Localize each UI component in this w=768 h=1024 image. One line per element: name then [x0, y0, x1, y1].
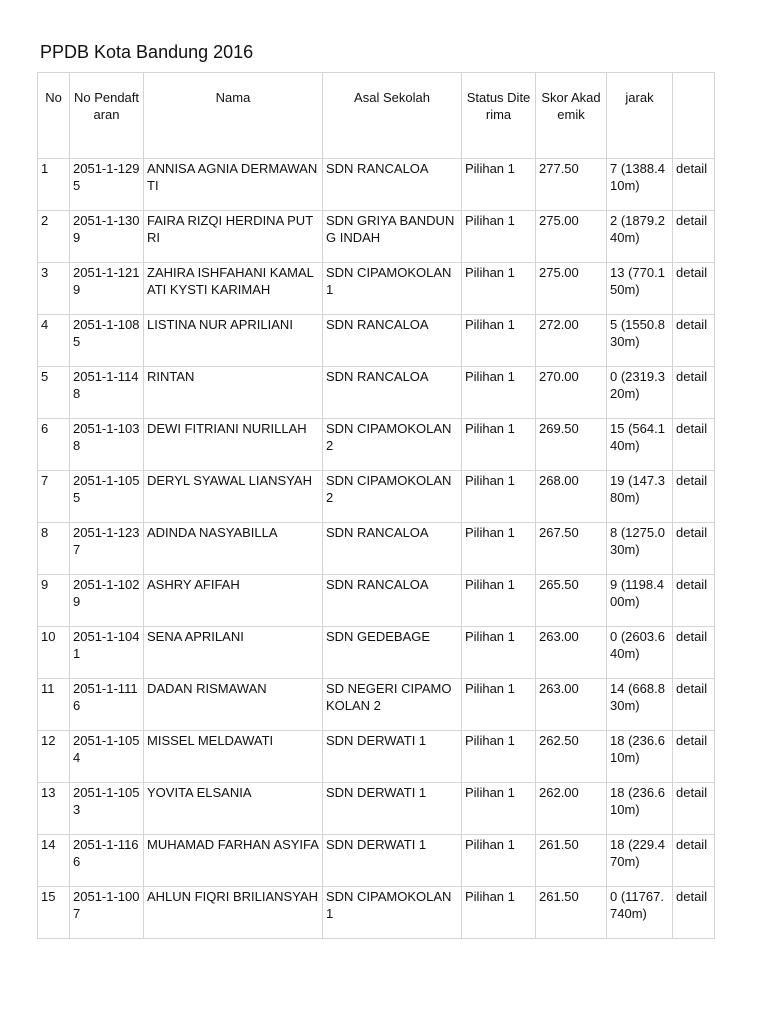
cell-status-diterima: Pilihan 1	[462, 159, 536, 211]
cell-no: 9	[38, 575, 70, 627]
cell-status-diterima: Pilihan 1	[462, 731, 536, 783]
cell-asal-sekolah: SDN CIPAMOKOLAN 1	[323, 887, 462, 939]
table-row	[38, 367, 715, 419]
cell-jarak: 13 (770.150m)	[607, 263, 673, 315]
cell-no-pendaftaran: 2051-1-1309	[70, 211, 144, 263]
cell-no-pendaftaran: 2051-1-1041	[70, 627, 144, 679]
cell-jarak: 8 (1275.030m)	[607, 523, 673, 575]
cell-no-pendaftaran: 2051-1-1237	[70, 523, 144, 575]
detail-link[interactable]: detail	[673, 523, 715, 575]
cell-no-pendaftaran: 2051-1-1219	[70, 263, 144, 315]
cell-skor-akademik: 270.00	[536, 367, 607, 419]
cell-nama: DEWI FITRIANI NURILLAH	[144, 419, 323, 471]
cell-status-diterima: Pilihan 1	[462, 887, 536, 939]
cell-no-pendaftaran: 2051-1-1038	[70, 419, 144, 471]
cell-jarak: 0 (2319.320m)	[607, 367, 673, 419]
cell-no: 10	[38, 627, 70, 679]
cell-status-diterima: Pilihan 1	[462, 211, 536, 263]
cell-jarak: 0 (2603.640m)	[607, 627, 673, 679]
cell-nama: MISSEL MELDAWATI	[144, 731, 323, 783]
cell-status-diterima: Pilihan 1	[462, 263, 536, 315]
cell-skor-akademik: 275.00	[536, 211, 607, 263]
cell-asal-sekolah: SDN CIPAMOKOLAN 1	[323, 263, 462, 315]
cell-asal-sekolah: SDN CIPAMOKOLAN 2	[323, 419, 462, 471]
cell-no-pendaftaran: 2051-1-1007	[70, 887, 144, 939]
col-header-no-pendaftaran: No Pendaftaran	[70, 73, 144, 159]
cell-skor-akademik: 267.50	[536, 523, 607, 575]
cell-status-diterima: Pilihan 1	[462, 627, 536, 679]
cell-asal-sekolah: SD NEGERI CIPAMOKOLAN 2	[323, 679, 462, 731]
cell-no: 1	[38, 159, 70, 211]
cell-jarak: 7 (1388.410m)	[607, 159, 673, 211]
cell-no-pendaftaran: 2051-1-1148	[70, 367, 144, 419]
detail-link[interactable]: detail	[673, 263, 715, 315]
cell-status-diterima: Pilihan 1	[462, 783, 536, 835]
detail-link[interactable]: detail	[673, 315, 715, 367]
table-row	[38, 523, 715, 575]
cell-asal-sekolah: SDN RANCALOA	[323, 159, 462, 211]
table-row	[38, 211, 715, 263]
table-row	[38, 471, 715, 523]
detail-link[interactable]: detail	[673, 679, 715, 731]
cell-asal-sekolah: SDN CIPAMOKOLAN 2	[323, 471, 462, 523]
cell-status-diterima: Pilihan 1	[462, 523, 536, 575]
cell-skor-akademik: 269.50	[536, 419, 607, 471]
cell-no: 12	[38, 731, 70, 783]
cell-nama: SENA APRILANI	[144, 627, 323, 679]
page-title: PPDB Kota Bandung 2016	[40, 42, 254, 62]
table-row	[38, 263, 715, 315]
cell-no: 7	[38, 471, 70, 523]
table-row	[38, 731, 715, 783]
cell-no: 2	[38, 211, 70, 263]
cell-status-diterima: Pilihan 1	[462, 835, 536, 887]
col-header-asal-sekolah: Asal Sekolah	[323, 73, 462, 159]
detail-link[interactable]: detail	[673, 835, 715, 887]
cell-skor-akademik: 261.50	[536, 887, 607, 939]
detail-link[interactable]: detail	[673, 783, 715, 835]
cell-nama: LISTINA NUR APRILIANI	[144, 315, 323, 367]
cell-skor-akademik: 265.50	[536, 575, 607, 627]
cell-no-pendaftaran: 2051-1-1116	[70, 679, 144, 731]
cell-nama: MUHAMAD FARHAN ASYIFA	[144, 835, 323, 887]
cell-asal-sekolah: SDN DERWATI 1	[323, 731, 462, 783]
col-header-jarak: jarak	[607, 73, 673, 159]
cell-skor-akademik: 275.00	[536, 263, 607, 315]
cell-asal-sekolah: SDN DERWATI 1	[323, 835, 462, 887]
cell-jarak: 15 (564.140m)	[607, 419, 673, 471]
cell-no: 3	[38, 263, 70, 315]
cell-jarak: 19 (147.380m)	[607, 471, 673, 523]
cell-jarak: 14 (668.830m)	[607, 679, 673, 731]
col-header-no: No	[38, 73, 70, 159]
cell-no: 15	[38, 887, 70, 939]
table-body	[38, 159, 715, 939]
cell-jarak: 18 (229.470m)	[607, 835, 673, 887]
table-row	[38, 835, 715, 887]
cell-jarak: 9 (1198.400m)	[607, 575, 673, 627]
cell-no-pendaftaran: 2051-1-1085	[70, 315, 144, 367]
col-header-blank	[673, 73, 715, 159]
table-row	[38, 627, 715, 679]
cell-jarak: 2 (1879.240m)	[607, 211, 673, 263]
cell-skor-akademik: 277.50	[536, 159, 607, 211]
cell-asal-sekolah: SDN RANCALOA	[323, 315, 462, 367]
table-row	[38, 419, 715, 471]
cell-nama: FAIRA RIZQI HERDINA PUTRI	[144, 211, 323, 263]
col-header-skor-akademik: Skor Akademik	[536, 73, 607, 159]
cell-skor-akademik: 263.00	[536, 627, 607, 679]
table-row	[38, 783, 715, 835]
cell-skor-akademik: 262.50	[536, 731, 607, 783]
detail-link[interactable]: detail	[673, 419, 715, 471]
cell-jarak: 18 (236.610m)	[607, 731, 673, 783]
cell-no: 5	[38, 367, 70, 419]
cell-status-diterima: Pilihan 1	[462, 679, 536, 731]
cell-nama: YOVITA ELSANIA	[144, 783, 323, 835]
cell-asal-sekolah: SDN DERWATI 1	[323, 783, 462, 835]
cell-jarak: 0 (11767.740m)	[607, 887, 673, 939]
cell-nama: DADAN RISMAWAN	[144, 679, 323, 731]
cell-skor-akademik: 268.00	[536, 471, 607, 523]
cell-nama: ANNISA AGNIA DERMAWANTI	[144, 159, 323, 211]
cell-nama: ASHRY AFIFAH	[144, 575, 323, 627]
cell-asal-sekolah: SDN GRIYA BANDUNG INDAH	[323, 211, 462, 263]
table-row	[38, 159, 715, 211]
cell-no: 14	[38, 835, 70, 887]
cell-no: 4	[38, 315, 70, 367]
table-row	[38, 575, 715, 627]
cell-no-pendaftaran: 2051-1-1055	[70, 471, 144, 523]
detail-link[interactable]: detail	[673, 575, 715, 627]
cell-no-pendaftaran: 2051-1-1053	[70, 783, 144, 835]
cell-nama: ZAHIRA ISHFAHANI KAMALATI KYSTI KARIMAH	[144, 263, 323, 315]
cell-asal-sekolah: SDN RANCALOA	[323, 575, 462, 627]
cell-skor-akademik: 261.50	[536, 835, 607, 887]
detail-link[interactable]: detail	[673, 471, 715, 523]
table-row	[38, 679, 715, 731]
cell-no: 13	[38, 783, 70, 835]
detail-link[interactable]: detail	[673, 159, 715, 211]
cell-skor-akademik: 263.00	[536, 679, 607, 731]
detail-link[interactable]: detail	[673, 731, 715, 783]
cell-status-diterima: Pilihan 1	[462, 575, 536, 627]
cell-skor-akademik: 262.00	[536, 783, 607, 835]
cell-no: 11	[38, 679, 70, 731]
cell-status-diterima: Pilihan 1	[462, 367, 536, 419]
detail-link[interactable]: detail	[673, 367, 715, 419]
table-row	[38, 315, 715, 367]
cell-asal-sekolah: SDN GEDEBAGE	[323, 627, 462, 679]
cell-no: 8	[38, 523, 70, 575]
cell-no-pendaftaran: 2051-1-1295	[70, 159, 144, 211]
cell-no-pendaftaran: 2051-1-1166	[70, 835, 144, 887]
col-header-nama: Nama	[144, 73, 323, 159]
cell-skor-akademik: 272.00	[536, 315, 607, 367]
cell-no: 6	[38, 419, 70, 471]
cell-status-diterima: Pilihan 1	[462, 471, 536, 523]
cell-asal-sekolah: SDN RANCALOA	[323, 523, 462, 575]
col-header-status-diterima: Status Diterima	[462, 73, 536, 159]
cell-asal-sekolah: SDN RANCALOA	[323, 367, 462, 419]
table-header-row	[38, 73, 715, 159]
cell-jarak: 18 (236.610m)	[607, 783, 673, 835]
detail-link[interactable]: detail	[673, 887, 715, 939]
cell-nama: AHLUN FIQRI BRILIANSYAH	[144, 887, 323, 939]
table-row	[38, 887, 715, 939]
results-table	[37, 72, 715, 939]
cell-nama: ADINDA NASYABILLA	[144, 523, 323, 575]
detail-link[interactable]: detail	[673, 211, 715, 263]
detail-link[interactable]: detail	[673, 627, 715, 679]
cell-status-diterima: Pilihan 1	[462, 315, 536, 367]
cell-nama: DERYL SYAWAL LIANSYAH	[144, 471, 323, 523]
cell-no-pendaftaran: 2051-1-1054	[70, 731, 144, 783]
cell-nama: RINTAN	[144, 367, 323, 419]
cell-no-pendaftaran: 2051-1-1029	[70, 575, 144, 627]
cell-status-diterima: Pilihan 1	[462, 419, 536, 471]
cell-jarak: 5 (1550.830m)	[607, 315, 673, 367]
